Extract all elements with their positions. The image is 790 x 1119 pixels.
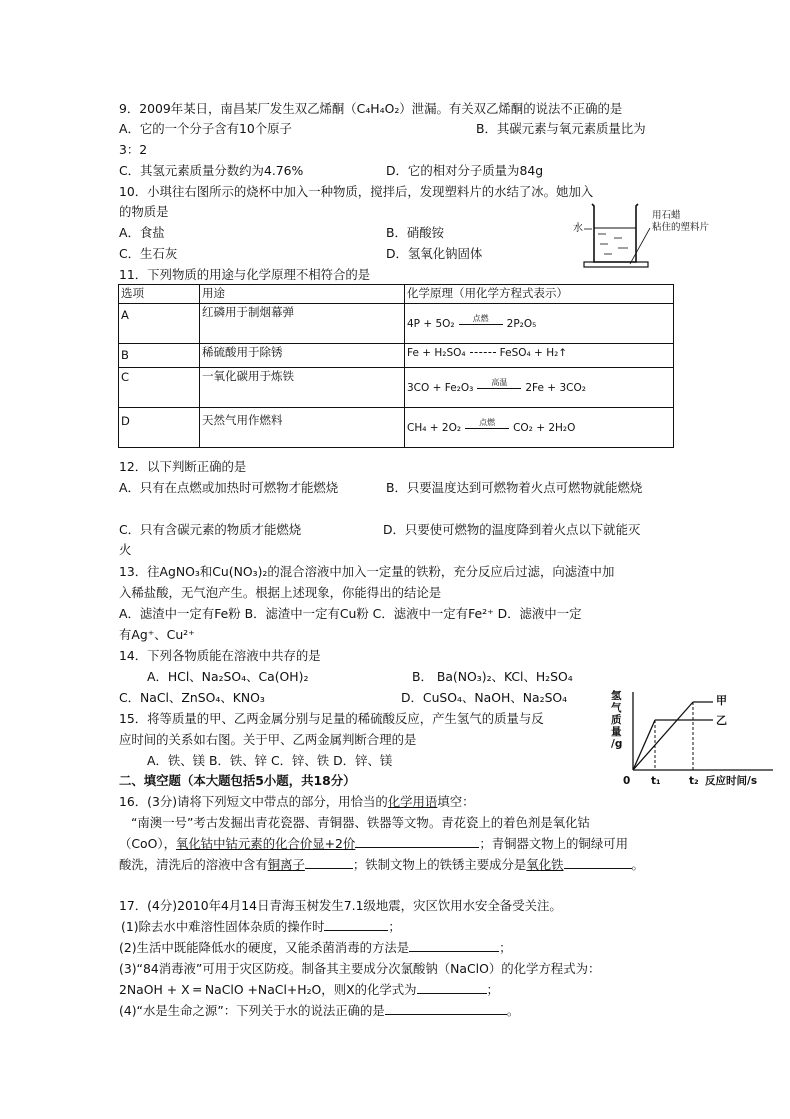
table-header-row <box>119 285 674 304</box>
series-yi-line <box>633 720 655 770</box>
q14-stem: 14．下列各物质能在溶液中共存的是 <box>119 648 321 663</box>
q15-stem: 15．将等质量的甲、乙两金属分别与足量的稀硫酸反应，产生氢气的质量与反 <box>119 711 544 726</box>
q10-option-d: D．氢氧化钠固体 <box>386 246 483 261</box>
q12-option-a: A．只有在点燃或加热时可燃物才能燃烧 <box>119 480 339 495</box>
q14-option-d: D．CuSO₄、NaOH、Na₂SO₄ <box>401 690 568 705</box>
q11-stem: 11．下列物质的用途与化学原理不相符合的是 <box>119 267 371 282</box>
table-header: 化学原理（用化学方程式表示） <box>405 285 674 304</box>
table-cell-equation: CH₄ + 2O₂ 点燃 CO₂ + 2H₂O <box>405 408 674 448</box>
q17-blank-3[interactable] <box>417 981 487 994</box>
table-cell-option: B <box>119 344 200 368</box>
q12-option-d-cont: 火 <box>119 542 132 557</box>
graph-series-jia-label: 甲 <box>716 694 727 707</box>
q12-option-d: D．只要使可燃物的温度降到着火点以下就能灭 <box>383 522 641 537</box>
q14-option-a: A．HCl、Na₂SO₄、Ca(OH)₂ <box>147 669 309 684</box>
table-row <box>119 408 674 448</box>
table-cell-equation: 3CO + Fe₂O₃ 高温 2Fe + 3CO₂ <box>405 368 674 408</box>
q17-part-3: (3)“84消毒液”可用于灾区防疫。制备其主要成分次氯酸钠（NaClO）的化学方程式为： <box>119 961 601 976</box>
beaker-label-1: 用石蜡 <box>652 210 681 221</box>
table-header: 选项 <box>119 285 200 304</box>
graph-origin-label: 0 <box>623 775 631 787</box>
q15-options: A．铁、镁 B．铁、锌 C．锌、铁 D．锌、镁 <box>147 753 393 768</box>
table-cell-equation: 4P + 5O₂ 点燃 2P₂O₅ <box>405 304 674 344</box>
q17-blank-1[interactable] <box>324 918 388 931</box>
q9-option-b: B．其碳元素与氧元素质量比为 <box>476 121 646 136</box>
q16-line-3: 酸洗，清洗后的溶液中含有铜离子 ；铁制文物上的铁锈主要成分是氧化铁 。 <box>119 857 644 872</box>
q9-stem: 9．2009年某日，南昌某厂发生双乙烯酮（C₄H₄O₂）泄漏。有关双乙烯酮的说法不正确的是 <box>119 101 623 116</box>
q9-option-c: C．其氢元素质量分数约为4.76% <box>119 163 304 178</box>
q16-blank-1[interactable] <box>355 835 479 848</box>
graph-t2-label: t₂ <box>689 775 699 787</box>
q14-option-c: C．NaCl、ZnSO₄、KNO₃ <box>119 690 265 705</box>
section-2-heading: 二、填空题（本大题包括5小题，共18分） <box>119 773 356 788</box>
q16-stem: 16．(3分)请将下列短文中带点的部分，用恰当的化学用语填空： <box>119 794 475 809</box>
q15-stem-cont: 应时间的关系如右图。关于甲、乙两金属判断合理的是 <box>119 732 417 747</box>
q10-stem: 10．小琪往右图所示的烧杯中加入一种物质，搅拌后，发现塑料片的水结了冰。她加入 <box>119 184 594 199</box>
table-row <box>119 368 674 408</box>
q17-blank-2[interactable] <box>409 939 499 952</box>
q13-stem-cont: 入稀盐酸，无气泡产生。根据上述现象，你能得出的结论是 <box>119 585 442 600</box>
q13-options-cont: 有Ag⁺、Cu²⁺ <box>119 627 195 642</box>
q10-option-a: A．食盐 <box>119 225 165 240</box>
q17-blank-4[interactable] <box>385 1002 507 1015</box>
table-cell-equation: Fe + H₂SO₄ FeSO₄ + H₂↑ <box>405 344 674 368</box>
table-cell-use: 一氧化碳用于炼铁 <box>200 368 405 408</box>
beaker-water-label: 水 <box>573 223 583 234</box>
q14-option-b: B． Ba(NO₃)₂、KCl、H₂SO₄ <box>412 669 573 684</box>
series-jia-line <box>633 702 693 770</box>
q12-stem: 12．以下判断正确的是 <box>119 459 247 474</box>
q16-line-1: “南澳一号”考古发掘出青花瓷器、青铜器、铁器等文物。青花瓷上的着色剂是氧化钴 <box>131 815 590 830</box>
q17-part-3-equation: 2NaOH + X ═ NaClO +NaCl+H₂O，则X的化学式为 ； <box>119 982 499 997</box>
q10-stem-cont: 的物质是 <box>119 204 169 219</box>
beaker-label-2: 粘住的塑料片 <box>652 222 710 233</box>
q9-option-d: D．它的相对分子质量为84g <box>386 163 544 178</box>
q17-part-4: (4)“水是生命之源”：下列关于水的说法正确的是 。 <box>119 1003 520 1018</box>
q17-part-1: (1)除去水中难溶性固体杂质的操作时 ； <box>121 919 401 934</box>
table-cell-option: C <box>119 368 200 408</box>
q11-table <box>118 284 674 448</box>
table-row <box>119 344 674 368</box>
table-header: 用途 <box>200 285 405 304</box>
q9-option-b-cont: 3：2 <box>119 142 148 157</box>
q13-stem: 13．往AgNO₃和Cu(NO₃)₂的混合溶液中加入一定量的铁粉，充分反应后过滤，向滤渣中加 <box>119 564 615 579</box>
q17-stem: 17．(4分)2010年4月14日青海玉树发生7.1级地震，灾区饮用水安全备受关注。 <box>119 898 562 913</box>
table-row <box>119 304 674 344</box>
q12-option-c: C．只有含碳元素的物质才能燃烧 <box>119 522 302 537</box>
graph-series-yi-label: 乙 <box>716 714 727 727</box>
table-cell-use: 红磷用于制烟幕弹 <box>200 304 405 344</box>
q16-blank-2[interactable] <box>305 856 353 869</box>
graph-x-label: 反应时间/s <box>705 775 758 787</box>
q10-option-b: B．硝酸铵 <box>386 225 445 240</box>
q16-line-2: （CoO），氧化钴中钴元素的化合价显+2价 ；青铜器文物上的铜绿可用 <box>119 836 628 851</box>
hydrogen-graph <box>607 688 782 790</box>
table-cell-use: 稀硫酸用于除锈 <box>200 344 405 368</box>
q17-part-2: (2)生活中既能降低水的硬度，又能杀菌消毒的方法是 ； <box>119 940 512 955</box>
q16-blank-3[interactable] <box>564 856 632 869</box>
table-cell-option: D <box>119 408 200 448</box>
q12-option-b: B．只要温度达到可燃物着火点可燃物就能燃烧 <box>386 480 643 495</box>
graph-y-label: 氢 气 质 量 /g <box>611 690 623 750</box>
q13-options: A．滤渣中一定有Fe粉 B．滤渣中一定有Cu粉 C．滤液中一定有Fe²⁺ D．滤液中一定 <box>119 606 582 621</box>
graph-t1-label: t₁ <box>651 775 661 787</box>
table-cell-option: A <box>119 304 200 344</box>
q10-option-c: C．生石灰 <box>119 246 178 261</box>
beaker-drawing <box>570 198 720 270</box>
q9-option-a: A．它的一个分子含有10个原子 <box>119 121 292 136</box>
table-cell-use: 天然气用作燃料 <box>200 408 405 448</box>
beaker-figure <box>570 198 720 270</box>
